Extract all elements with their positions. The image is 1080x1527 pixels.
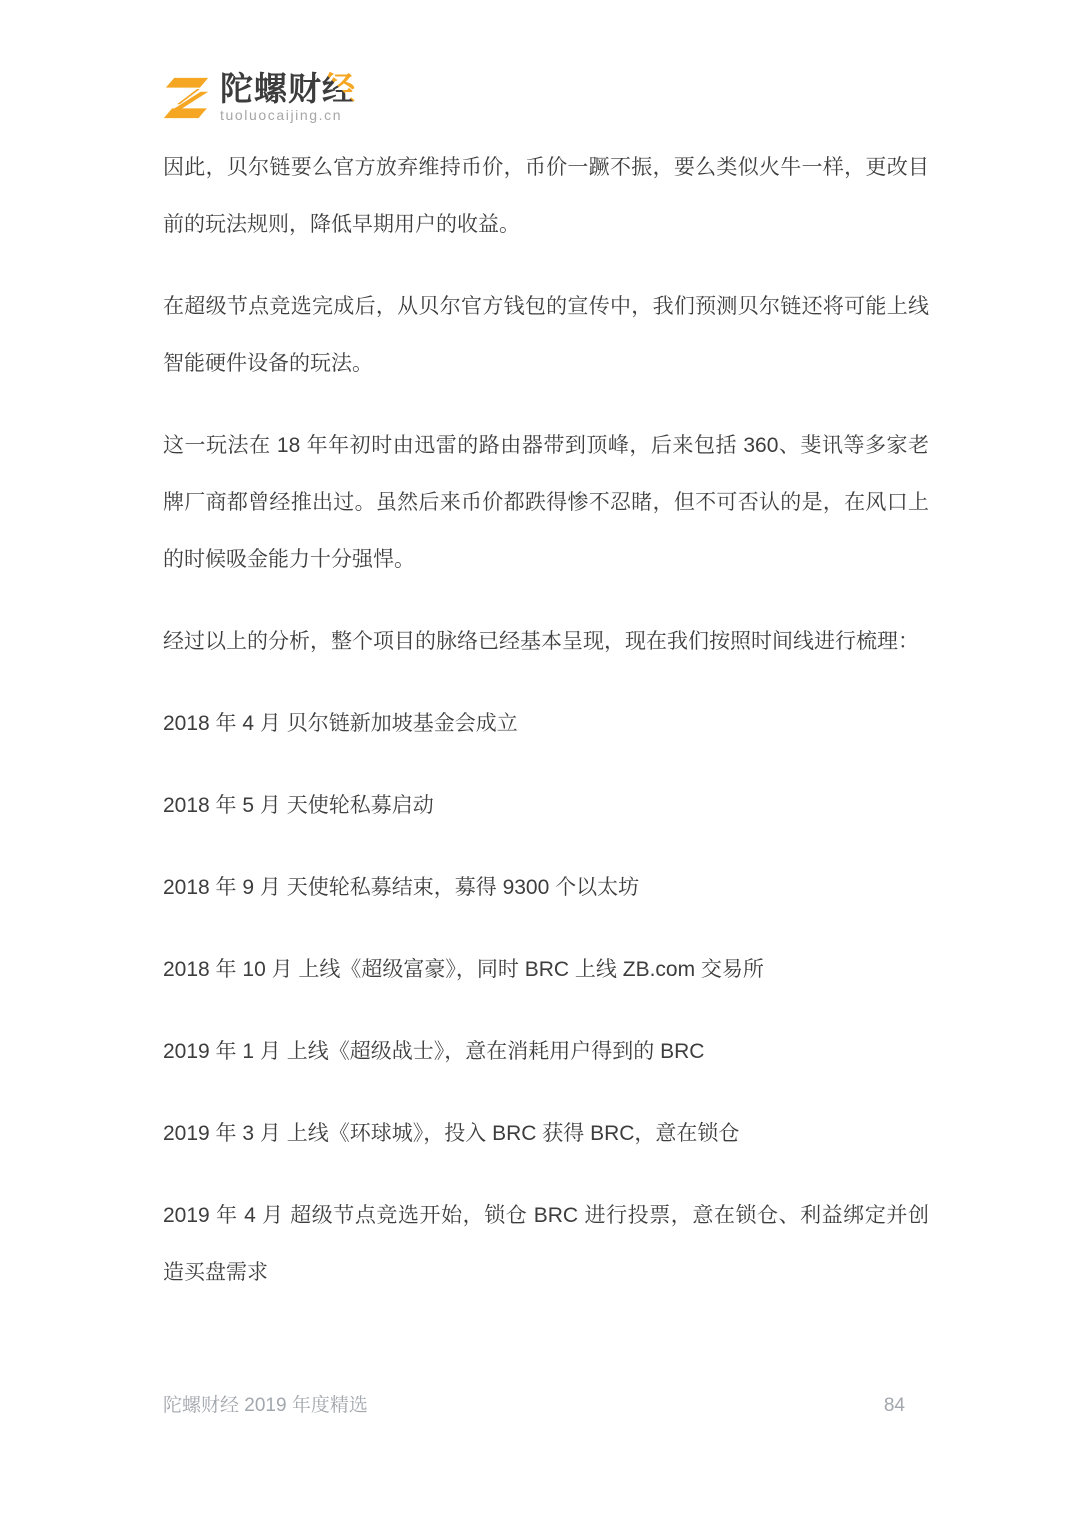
- footer-title: 陀螺财经 2019 年度精选: [163, 1395, 368, 1416]
- page-number: 84: [883, 1395, 905, 1416]
- brand-logo: [161, 70, 356, 126]
- paragraph-4: 经过以上的分析，整个项目的脉络已经基本呈现，现在我们按照时间线进行梳理：: [163, 630, 919, 653]
- article-body: [163, 139, 929, 1301]
- timeline-item-4: 2018 年 10 月 上线《超级富豪》，同时 BRC 上线 ZB.com 交易所: [163, 958, 764, 981]
- brand-text-block: [220, 70, 356, 123]
- timeline-item-7: 2019 年 4 月 超级节点竞选开始，锁仓 BRC 进行投票，意在锁仓、利益绑定并创造买盘需求: [163, 1204, 929, 1284]
- paragraph-2: 在超级节点竞选完成后，从贝尔官方钱包的宣传中，我们预测贝尔链还将可能上线智能硬件设备的玩法。: [163, 295, 929, 375]
- paragraph-1: 因此，贝尔链要么官方放弃维持币价，币价一蹶不振，要么类似火牛一样，更改目前的玩法规则，降低早期用户的收益。: [163, 156, 929, 236]
- page-footer: [163, 1390, 905, 1417]
- timeline-item-5: 2019 年 1 月 上线《超级战士》，意在消耗用户得到的 BRC: [163, 1040, 705, 1063]
- timeline-item-2: 2018 年 5 月 天使轮私募启动: [163, 794, 434, 817]
- timeline-item-6: 2019 年 3 月 上线《环球城》，投入 BRC 获得 BRC，意在锁仓: [163, 1122, 740, 1145]
- timeline-item-3: 2018 年 9 月 天使轮私募结束，募得 9300 个以太坊: [163, 876, 640, 899]
- paragraph-3: 这一玩法在 18 年年初时由迅雷的路由器带到顶峰，后来包括 360、斐讯等多家老牌厂商都曾经推出过。虽然后来币价都跌得惨不忍睹，但不可否认的是，在风口上的时候吸金能力十分强悍。: [163, 434, 929, 571]
- brand-domain: tuoluocaijing.cn: [220, 107, 343, 123]
- timeline-item-1: 2018 年 4 月 贝尔链新加坡基金会成立: [163, 712, 518, 735]
- brand-name: 陀螺财经: [220, 70, 356, 107]
- brand-z-icon: [161, 70, 211, 126]
